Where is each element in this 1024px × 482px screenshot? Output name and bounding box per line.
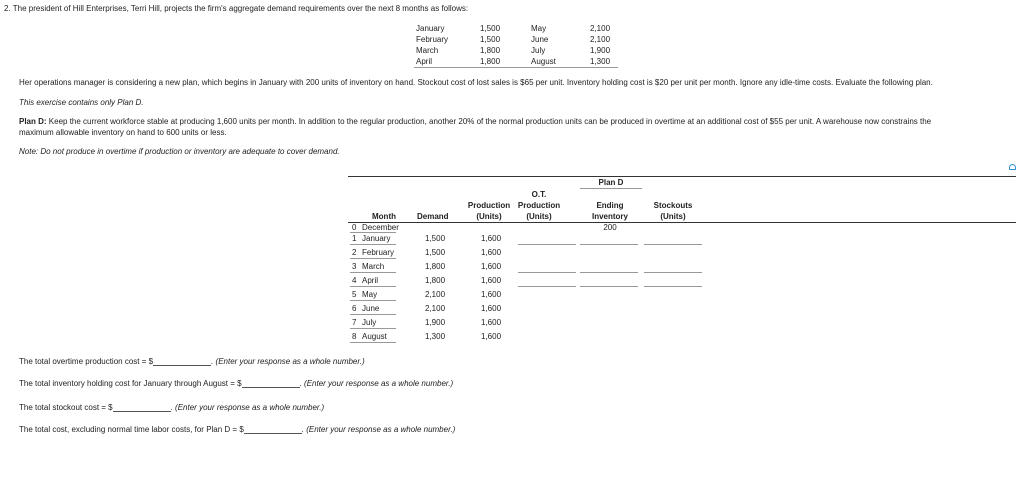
row-production: 1,600 bbox=[481, 318, 502, 327]
demand-month: July bbox=[531, 46, 546, 55]
overtime-cost-input[interactable] bbox=[153, 357, 211, 366]
demand-value: 1,500 bbox=[480, 24, 501, 33]
demand-month: March bbox=[416, 46, 439, 55]
header-ot-line1: O.T. bbox=[531, 190, 547, 199]
row-month: June bbox=[362, 304, 380, 313]
question-label: The total stockout cost = $ bbox=[19, 403, 113, 412]
row-demand: 1,800 bbox=[425, 262, 446, 271]
question-hint: . (Enter your response as a whole number.) bbox=[299, 379, 454, 388]
plan-description-cont: maximum allowable inventory on hand to 600 units or less. bbox=[19, 128, 227, 137]
demand-value: 1,500 bbox=[480, 35, 501, 44]
demand-month: April bbox=[416, 57, 433, 66]
demand-month: May bbox=[531, 24, 547, 33]
plan-header: Plan D bbox=[598, 178, 624, 187]
note-text: Note: Do not produce in overtime if production or inventory are adequate to cover demand. bbox=[19, 147, 340, 156]
plan-description bbox=[19, 117, 931, 126]
row-demand: 1,800 bbox=[425, 276, 446, 285]
demand-value: 1,800 bbox=[480, 46, 501, 55]
row-month: March bbox=[362, 262, 385, 271]
row-demand: 1,900 bbox=[425, 318, 446, 327]
header-month: Month bbox=[372, 212, 396, 221]
row-production: 1,600 bbox=[481, 248, 502, 257]
row-demand: 2,100 bbox=[425, 290, 446, 299]
row-production: 1,600 bbox=[481, 304, 502, 313]
row-divider bbox=[350, 286, 396, 287]
row-demand: 1,500 bbox=[425, 234, 446, 243]
scenario-text: Her operations manager is considering a new plan, which begins in January with 200 units of inventory on hand. Stockout cost of lost sales is $65 per unit. Inventory holding cost is $20 per unit per month. Ignore any idle-time costs. Evaluate the following plan. bbox=[19, 78, 933, 87]
row-num: 3 bbox=[352, 262, 357, 271]
table-top-rule bbox=[348, 176, 1016, 177]
total-cost-input[interactable] bbox=[244, 425, 302, 434]
row-demand: 1,500 bbox=[425, 248, 446, 257]
question-label: The total overtime production cost = $ bbox=[19, 357, 154, 366]
ot-production-input[interactable] bbox=[518, 272, 576, 273]
demand-month: June bbox=[531, 35, 549, 44]
ending-inventory-input[interactable] bbox=[580, 286, 638, 287]
row-production: 1,600 bbox=[481, 262, 502, 271]
question-label: The total cost, excluding normal time labor costs, for Plan D = $ bbox=[19, 425, 244, 434]
header-ending-line2: Inventory bbox=[591, 212, 628, 221]
header-ending-line1: Ending bbox=[596, 201, 624, 210]
header-stockouts-line1: Stockouts bbox=[653, 201, 693, 210]
row-demand: 1,300 bbox=[425, 332, 446, 341]
row-demand: 2,100 bbox=[425, 304, 446, 313]
question-holding-cost bbox=[19, 379, 453, 388]
header-ot-line2: Production bbox=[517, 201, 561, 210]
holding-cost-input[interactable] bbox=[242, 379, 300, 388]
demand-value: 2,100 bbox=[590, 35, 611, 44]
row-divider bbox=[350, 300, 396, 301]
row-production: 1,600 bbox=[481, 276, 502, 285]
row-production: 1,600 bbox=[481, 332, 502, 341]
header-stockouts-line2: (Units) bbox=[660, 212, 686, 221]
row-num: 6 bbox=[352, 304, 357, 313]
row-num: 7 bbox=[352, 318, 357, 327]
row-num: 1 bbox=[352, 234, 357, 243]
question-hint: . (Enter your response as a whole number.) bbox=[211, 357, 365, 366]
row-divider bbox=[350, 342, 396, 343]
row-divider bbox=[350, 314, 396, 315]
plan-text: Keep the current workforce stable at producing 1,600 units per month. In addition to the regular production, another 20% of the normal production units can be produced in overtime at an additional cost of $55 per unit. A warehouse now constrains the bbox=[46, 117, 932, 126]
question-total-cost bbox=[19, 425, 455, 434]
row-num: 5 bbox=[352, 290, 357, 299]
ending-inventory-input[interactable] bbox=[580, 272, 638, 273]
ot-production-input[interactable] bbox=[518, 286, 576, 287]
row-month: April bbox=[362, 276, 379, 285]
row-production: 1,600 bbox=[481, 290, 502, 299]
row-num: 0 bbox=[352, 223, 357, 232]
plan-label: Plan D: bbox=[19, 117, 47, 126]
ot-production-input[interactable] bbox=[518, 244, 576, 245]
row-num: 4 bbox=[352, 276, 357, 285]
row-month: July bbox=[362, 318, 377, 327]
row-divider bbox=[350, 232, 396, 233]
row-divider bbox=[350, 272, 396, 273]
row-divider bbox=[350, 328, 396, 329]
question-overtime-cost bbox=[19, 357, 365, 366]
info-icon[interactable] bbox=[1009, 164, 1016, 170]
demand-month: January bbox=[416, 24, 445, 33]
header-ot-line3: (Units) bbox=[526, 212, 552, 221]
row-num: 2 bbox=[352, 248, 357, 257]
demand-value: 2,100 bbox=[590, 24, 611, 33]
header-production-line2: (Units) bbox=[476, 212, 502, 221]
row-num: 8 bbox=[352, 332, 357, 341]
question-hint: . (Enter your response as a whole number.) bbox=[301, 425, 456, 434]
stockouts-input[interactable] bbox=[644, 244, 702, 245]
row-divider bbox=[350, 244, 396, 245]
row-month: February bbox=[362, 248, 395, 257]
header-demand: Demand bbox=[417, 212, 449, 221]
ending-inventory-input[interactable] bbox=[580, 244, 638, 245]
row-month: January bbox=[362, 234, 391, 243]
plan-header-rule bbox=[580, 188, 642, 189]
stockouts-input[interactable] bbox=[644, 286, 702, 287]
row-month: May bbox=[362, 290, 378, 299]
question-label: The total inventory holding cost for January through August = $ bbox=[19, 379, 242, 388]
row-month: August bbox=[362, 332, 387, 341]
demand-month: August bbox=[531, 57, 556, 66]
question-intro: 2. The president of Hill Enterprises, Terri Hill, projects the firm's aggregate demand requirements over the next 8 months as follows: bbox=[4, 4, 469, 13]
question-stockout-cost bbox=[19, 403, 324, 412]
row-month: December bbox=[362, 223, 399, 232]
demand-month: February bbox=[416, 35, 449, 44]
stockout-cost-input[interactable] bbox=[113, 403, 171, 412]
demand-bottom-rule bbox=[414, 67, 618, 68]
stockouts-input[interactable] bbox=[644, 272, 702, 273]
question-hint: . (Enter your response as a whole number.) bbox=[170, 403, 325, 412]
exercise-note: This exercise contains only Plan D. bbox=[19, 98, 144, 107]
row-production: 1,600 bbox=[481, 234, 502, 243]
row-ending-inventory: 200 bbox=[603, 223, 617, 232]
header-production-line1: Production bbox=[467, 201, 511, 210]
header-bottom-rule bbox=[348, 222, 1016, 223]
demand-value: 1,900 bbox=[590, 46, 611, 55]
demand-value: 1,800 bbox=[480, 57, 501, 66]
row-divider bbox=[350, 258, 396, 259]
demand-value: 1,300 bbox=[590, 57, 611, 66]
